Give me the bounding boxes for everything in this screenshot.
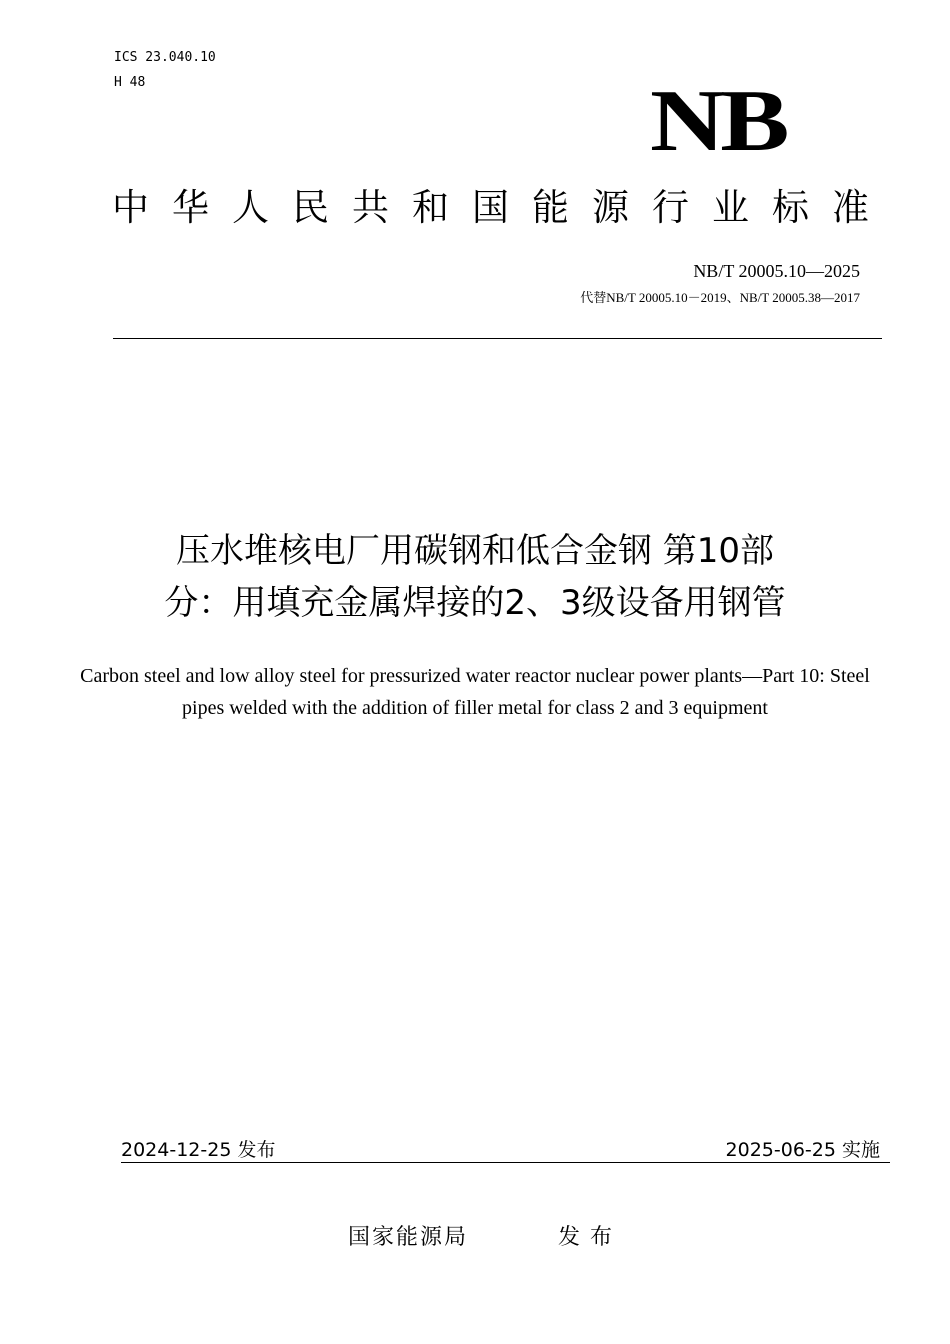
ics-code: ICS 23.040.10 <box>114 50 216 65</box>
title-chinese <box>75 525 875 629</box>
publisher: 国家能源局 <box>348 1225 469 1250</box>
title-english: Carbon steel and low alloy steel for pressurized water reactor nuclear power plants—Part 10: Steel pipes welded with the addition of filler metal for class 2 and 3 equipment <box>80 665 870 719</box>
clc-code: H 48 <box>114 75 146 90</box>
publish-label: 发布 <box>558 1225 623 1250</box>
implementation-date: 2025-06-25 实施 <box>725 1139 880 1161</box>
replaces-note: 代替NB/T 20005.10－2019、NB/T 20005.38—2017 <box>580 290 860 305</box>
standard-number: NB/T 20005.10—2025 <box>693 261 860 281</box>
issue-date: 2024-12-25 发布 <box>121 1139 276 1161</box>
standard-category: 中华人民共和国能源行业标准 <box>112 186 892 229</box>
top-divider <box>113 338 882 339</box>
nb-logo: NB <box>650 73 785 170</box>
title-chinese-line-2: 分：用填充金属焊接的2、3级设备用钢管 <box>164 583 786 623</box>
bottom-divider <box>121 1162 890 1163</box>
title-chinese-line-1: 压水堆核电厂用碳钢和低合金钢 第10部 <box>175 531 775 571</box>
